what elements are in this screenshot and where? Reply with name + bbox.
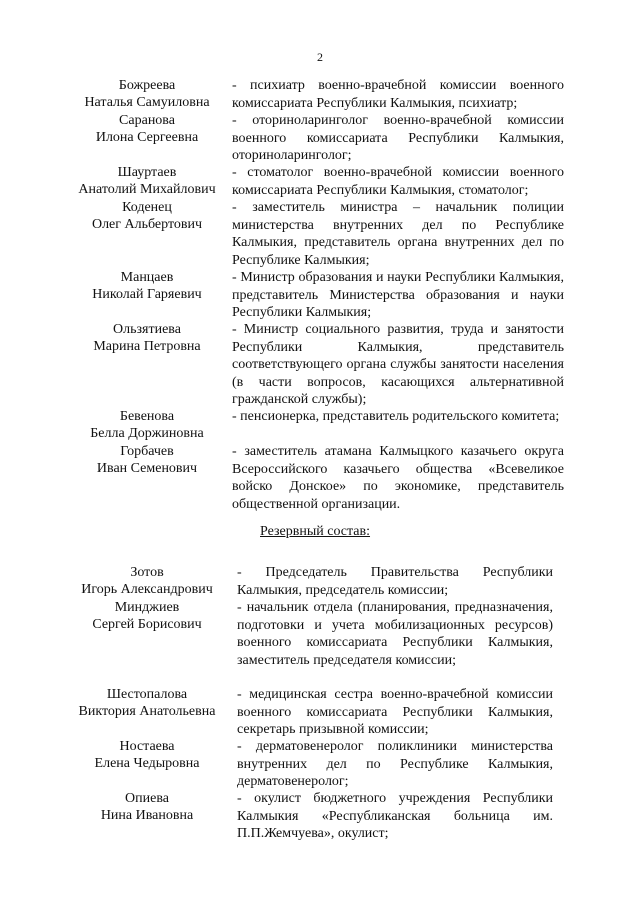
reserve-role: - начальник отдела (планирования, предназначения, подготовки и учета мобилизационных ресурсов) военного комиссариата Республики Калмыкия, заместитель председателя комиссии; bbox=[237, 600, 553, 668]
member-role: - заместитель министра – начальник полиции министерства внутренних дел по Республике Калмыкия, представитель органа внутренних дел по Республике Калмыкия; bbox=[232, 200, 564, 268]
member-name bbox=[62, 77, 232, 111]
member-surname: Манцаев bbox=[120, 270, 174, 285]
reserve-given-names: Нина Ивановна bbox=[100, 808, 194, 823]
member-name bbox=[62, 112, 232, 146]
member-given-names: Анатолий Михайлович bbox=[78, 182, 216, 197]
member-name bbox=[62, 164, 232, 198]
member-given-names: Олег Альбертович bbox=[91, 217, 203, 232]
member-role: - оториноларинголог военно-врачебной комиссии военного комиссариата Республики Калмыкия, оториноларинголог; bbox=[232, 113, 564, 163]
reserve-role: - окулист бюджетного учреждения Республики Калмыкия «Республиканская больница им. П.П.Жемчуева», окулист; bbox=[237, 791, 553, 841]
member-role: - стоматолог военно-врачебной комиссии военного комиссариата Республики Калмыкия, стоматолог; bbox=[232, 165, 564, 198]
reserve-surname: Зотов bbox=[130, 565, 164, 580]
reserve-name bbox=[62, 599, 232, 633]
reserve-name bbox=[62, 686, 232, 720]
reserve-name bbox=[62, 564, 232, 598]
reserve-given-names: Елена Чедыровна bbox=[94, 756, 200, 771]
reserve-surname: Шестопалова bbox=[106, 687, 188, 702]
page-number: 2 bbox=[317, 50, 323, 64]
member-surname: Коденец bbox=[122, 200, 172, 215]
member-name bbox=[62, 321, 232, 355]
member-surname: Шауртаев bbox=[117, 165, 177, 180]
member-role: - Министр образования и науки Республики Калмыкия, представитель Министерства образования и науки Республики Калмыкия; bbox=[232, 270, 564, 320]
member-name bbox=[62, 443, 232, 477]
member-surname: Ользятиева bbox=[113, 322, 181, 337]
member-role: - пенсионерка, представитель родительского комитета; bbox=[232, 409, 560, 424]
member-given-names: Белла Доржиновна bbox=[90, 426, 204, 441]
member-surname: Саранова bbox=[119, 113, 175, 128]
member-given-names: Наталья Самуиловна bbox=[84, 95, 210, 110]
reserve-role: - медицинская сестра военно-врачебной комиссии военного комиссариата Республики Калмыкия, секретарь призывной комиссии; bbox=[237, 687, 553, 737]
reserve-surname: Опиева bbox=[125, 791, 169, 806]
reserve-name bbox=[62, 790, 232, 824]
member-given-names: Иван Семенович bbox=[96, 461, 198, 476]
member-given-names: Марина Петровна bbox=[93, 339, 201, 354]
reserve-given-names: Виктория Анатольевна bbox=[78, 704, 216, 719]
member-role: - психиатр военно-врачебной комиссии военного комиссариата Республики Калмыкия, психиатр; bbox=[232, 78, 564, 111]
reserve-surname: Минджиев bbox=[114, 600, 180, 615]
reserve-role: - Председатель Правительства Республики Калмыкия, председатель комиссии; bbox=[237, 565, 553, 598]
member-role: - Министр социального развития, труда и занятости Республики Калмыкия, представитель соответствующего органа службы занятости населения (в части вопросов, касающихся альтернативной гражданской службы); bbox=[232, 322, 564, 407]
member-given-names: Николай Гаряевич bbox=[92, 287, 202, 302]
member-name bbox=[62, 199, 232, 233]
reserve-surname: Ностаева bbox=[119, 739, 175, 754]
member-name bbox=[62, 269, 232, 303]
reserve-name bbox=[62, 738, 232, 772]
reserve-role: - дерматовенеролог поликлиники министерства внутренних дел по Республике Калмыкия, дерматовенеролог; bbox=[237, 739, 553, 789]
member-surname: Божреева bbox=[118, 78, 176, 93]
member-surname: Бевенова bbox=[119, 409, 175, 424]
member-given-names: Илона Сергеевна bbox=[95, 130, 199, 145]
member-role: - заместитель атамана Калмыцкого казачьего округа Всероссийского казачьего общества «Всевеликое войско Донское» по экономике, представитель общественной организации. bbox=[232, 444, 564, 512]
reserve-section-title: Резервный состав: bbox=[260, 524, 371, 539]
reserve-given-names: Сергей Борисович bbox=[92, 617, 202, 632]
member-name bbox=[62, 408, 232, 442]
member-surname: Горбачев bbox=[120, 444, 174, 459]
reserve-given-names: Игорь Александрович bbox=[81, 582, 213, 597]
